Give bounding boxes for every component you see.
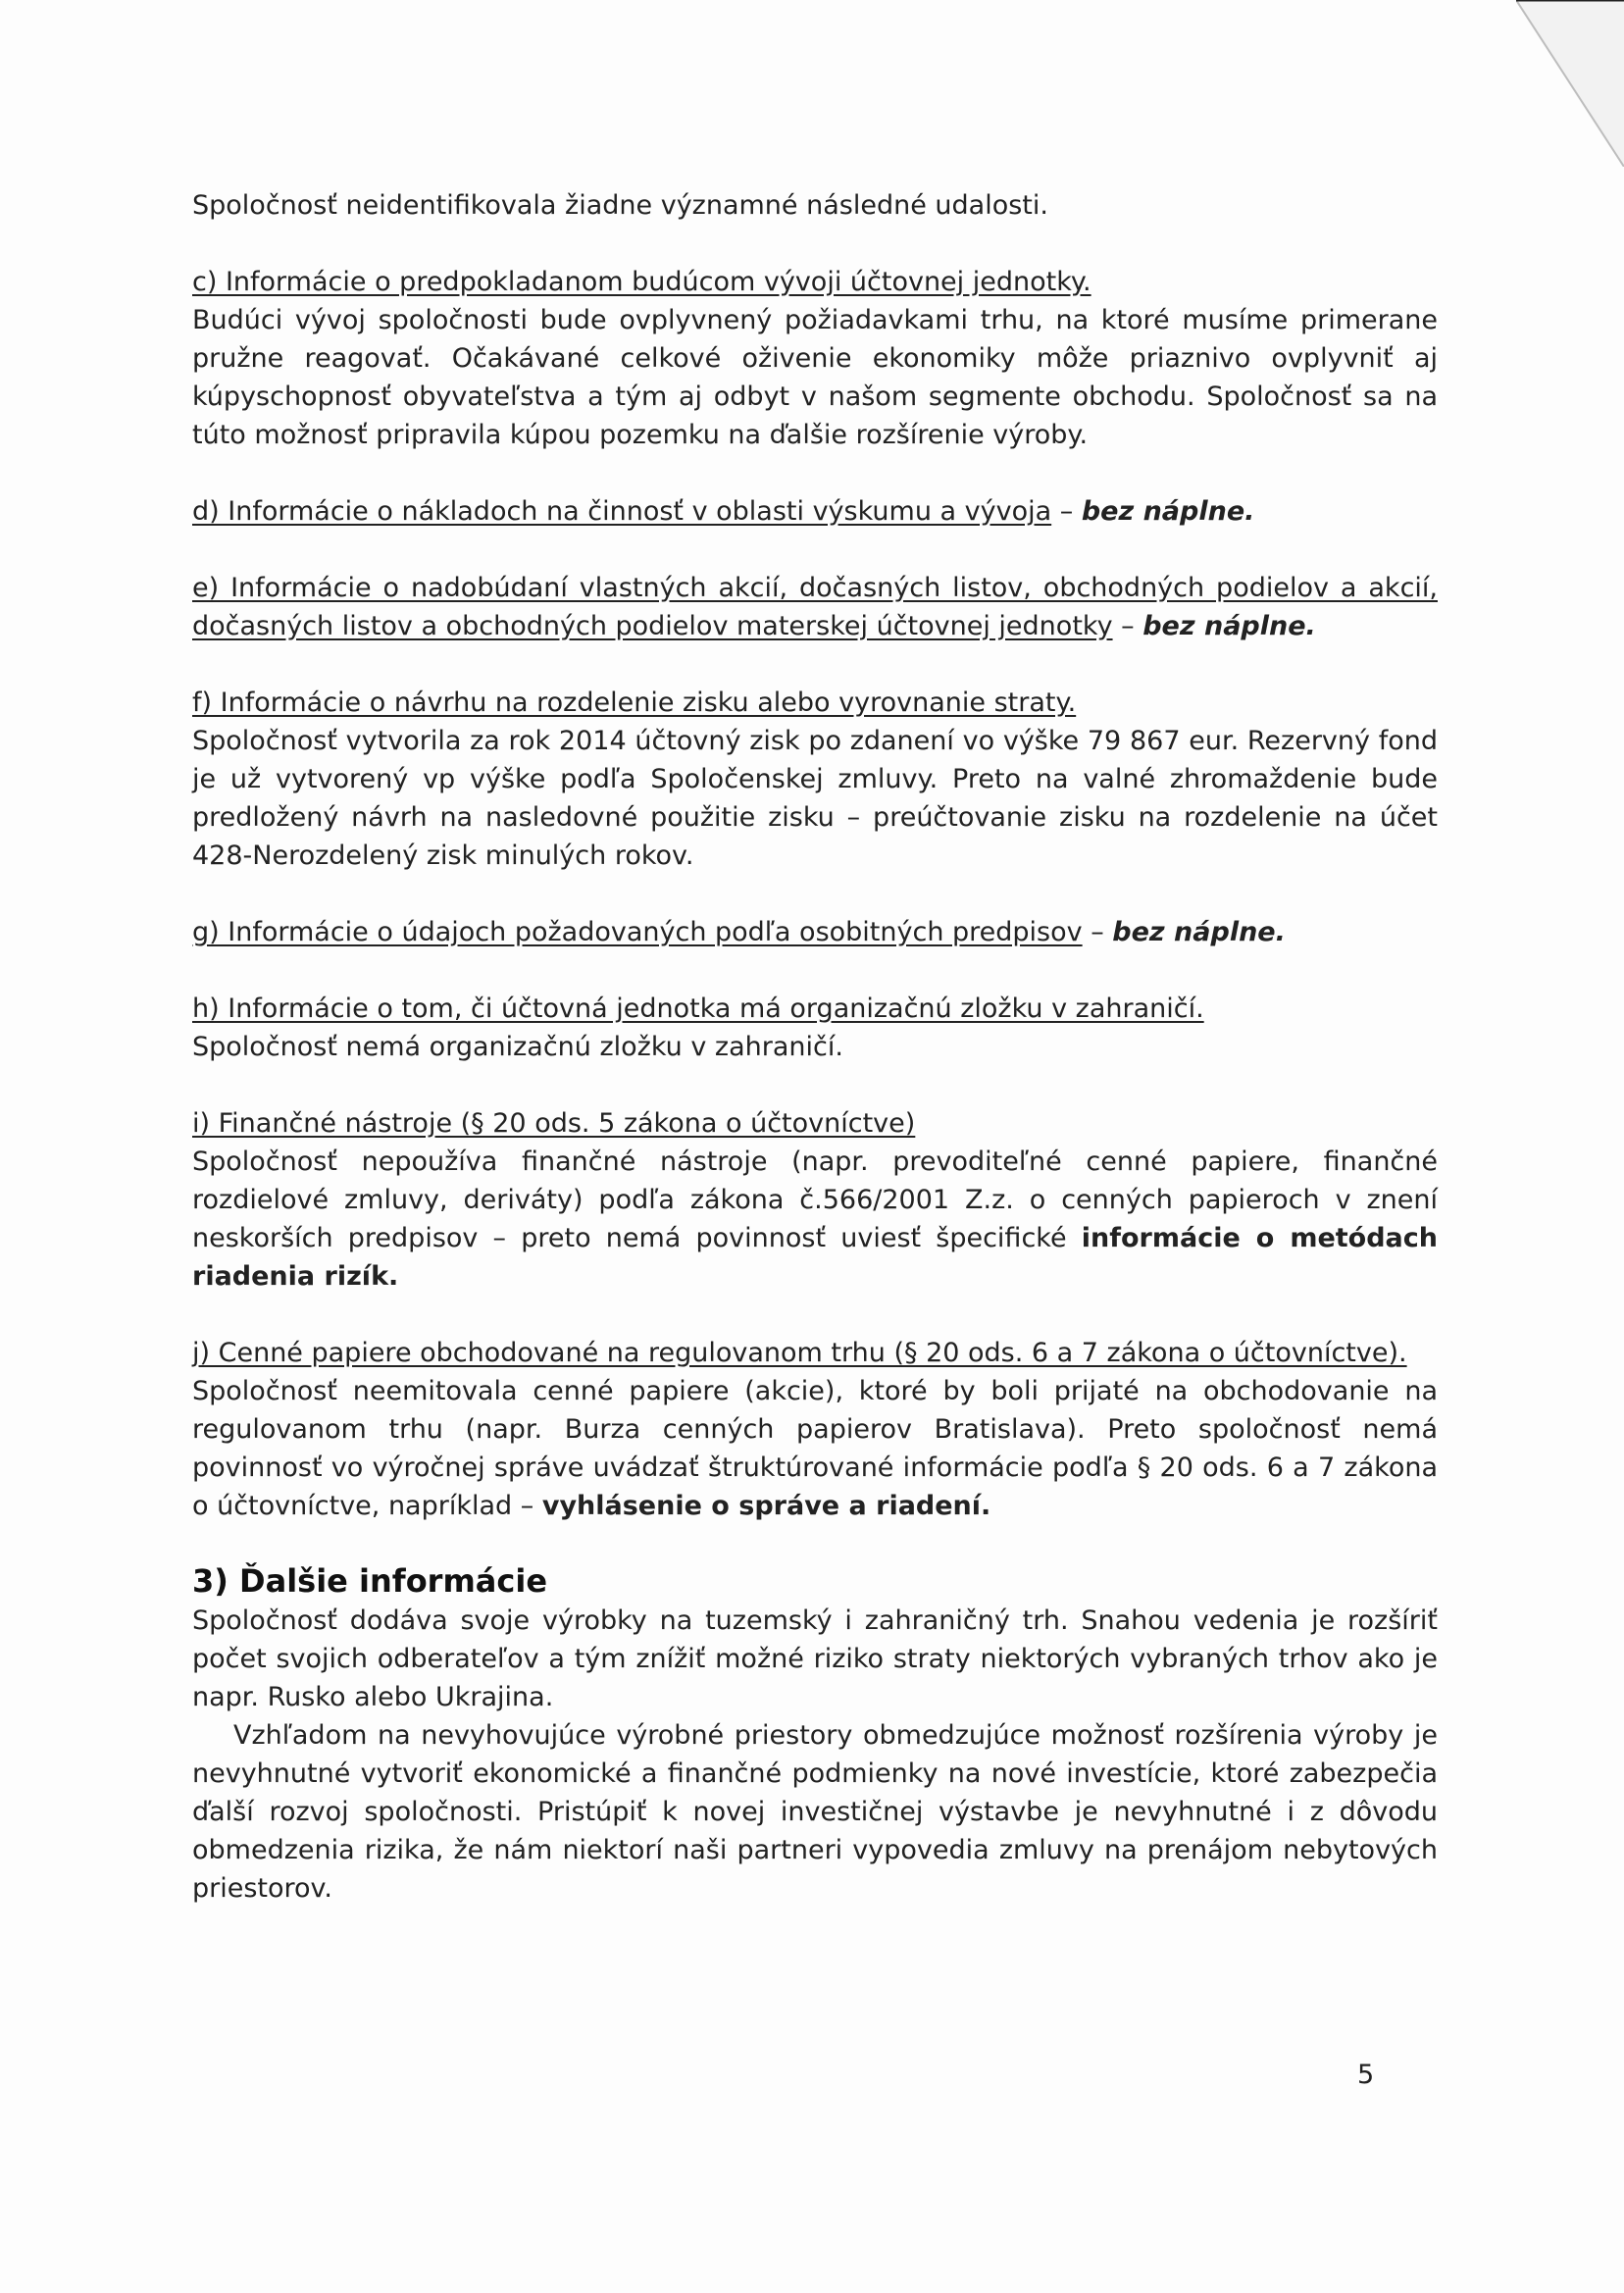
section-i-heading: i) Finančné nástroje (§ 20 ods. 5 zákona o účtovníctve) xyxy=(192,1108,916,1139)
section-3-paragraph-1: Spoločnosť dodáva svoje výrobky na tuzemský i zahraničný trh. Snahou vedenia je rozšíriť počet svojich odberateľov a tým znížiť možné riziko straty niektorých vybraných trhov ako je napr. Rusko alebo Ukrajina. xyxy=(192,1605,1438,1712)
section-i-text: Spoločnosť nepoužíva finančné nástroje (napr. prevoditeľné cenné papiere, finančné rozdielové zmluvy, deriváty) podľa zákona č.566/2001 Z.z. o cenných papieroch v znení neskorších predpisov – preto nemá povinnosť uviesť špecifické xyxy=(192,1146,1438,1253)
section-d-line xyxy=(192,492,1438,531)
section-g-heading: g) Informácie o údajoch požadovaných podľa osobitných predpisov xyxy=(192,917,1083,947)
section-3-paragraph-2: Vzhľadom na nevyhovujúce výrobné priestory obmedzujúce možnosť rozšírenia výroby je nevyhnutné vytvoriť ekonomické a finančné podmienky na nové investície, ktoré zabezpečia ďalší rozvoj spoločnosti. Pristúpiť k novej investičnej výstavbe je nevyhnutné i z dôvodu obmedzenia rizika, že nám niektorí naši partneri vypovedia zmluvy na prenájom nebytových priestorov. xyxy=(192,1720,1438,1904)
section-j-body xyxy=(192,1372,1438,1525)
section-j-text: Spoločnosť neemitovala cenné papiere (akcie), ktoré by boli prijaté na obchodovanie na regulovanom trhu (napr. Burza cenných papierov Bratislava). Preto spoločnosť nemá povinnosť vo výročnej správe uvádzať štruktúrované informácie podľa § 20 ods. 6 a 7 zákona o účtovníctve, napríklad – xyxy=(192,1376,1438,1521)
section-g-status: bez náplne. xyxy=(1112,917,1286,947)
document-body xyxy=(192,186,1438,1908)
section-c-body: Budúci vývoj spoločnosti bude ovplyvnený požiadavkami trhu, na ktoré musíme primerane pružne reagovať. Očakávané celkové oživenie ekonomiky môže priaznivo ovplyvniť aj kúpyschopnosť obyvateľstva a tým aj odbyt v našom segmente obchodu. Spoločnosť sa na túto možnosť pripravila kúpou pozemku na ďalšie rozšírenie výroby. xyxy=(192,305,1438,450)
page-corner-fold xyxy=(1516,0,1624,167)
section-3-title: 3) Ďalšie informácie xyxy=(192,1562,548,1600)
section-i-body xyxy=(192,1143,1438,1296)
section-f-heading: f) Informácie o návrhu na rozdelenie zisku alebo vyrovnanie straty. xyxy=(192,688,1077,718)
section-h-body: Spoločnosť nemá organizačnú zložku v zahraničí. xyxy=(192,1032,843,1062)
section-d-heading: d) Informácie o nákladoch na činnosť v oblasti výskumu a vývoja xyxy=(192,496,1052,527)
page-number: 5 xyxy=(1357,2060,1375,2090)
dash: – xyxy=(1051,496,1082,527)
section-j-bold-text: vyhlásenie o správe a riadení. xyxy=(541,1491,991,1521)
section-j-heading: j) Cenné papiere obchodované na regulovanom trhu (§ 20 ods. 6 a 7 zákona o účtovníctve). xyxy=(192,1338,1407,1368)
dash: – xyxy=(1082,917,1113,947)
section-g-line xyxy=(192,913,1438,951)
dash: – xyxy=(1112,611,1143,641)
section-f-body: Spoločnosť vytvorila za rok 2014 účtovný zisk po zdanení vo výške 79 867 eur. Rezervný fond je už vytvorený vp výške podľa Spoločenskej zmluvy. Preto na valné zhromaždenie bude predložený návrh na nasledovné použitie zisku – preúčtovanie zisku na rozdelenie na účet 428-Nerozdelený zisk minulých rokov. xyxy=(192,726,1438,871)
section-d-status: bez náplne. xyxy=(1081,496,1255,527)
section-e-line xyxy=(192,569,1438,645)
section-i-bold-text: informácie o metódach riadenia rizík. xyxy=(192,1223,1438,1292)
section-c-heading: c) Informácie o predpokladanom budúcom vývoji účtovnej jednotky. xyxy=(192,267,1091,297)
intro-paragraph: Spoločnosť neidentifikovala žiadne významné následné udalosti. xyxy=(192,190,1048,221)
section-e-status: bez náplne. xyxy=(1142,611,1316,641)
section-h-heading: h) Informácie o tom, či účtovná jednotka má organizačnú zložku v zahraničí. xyxy=(192,994,1204,1024)
section-e-heading: e) Informácie o nadobúdaní vlastných akcií, dočasných listov, obchodných podielov a akcií, dočasných listov a obchodných podielov materskej účtovnej jednotky xyxy=(192,573,1438,641)
